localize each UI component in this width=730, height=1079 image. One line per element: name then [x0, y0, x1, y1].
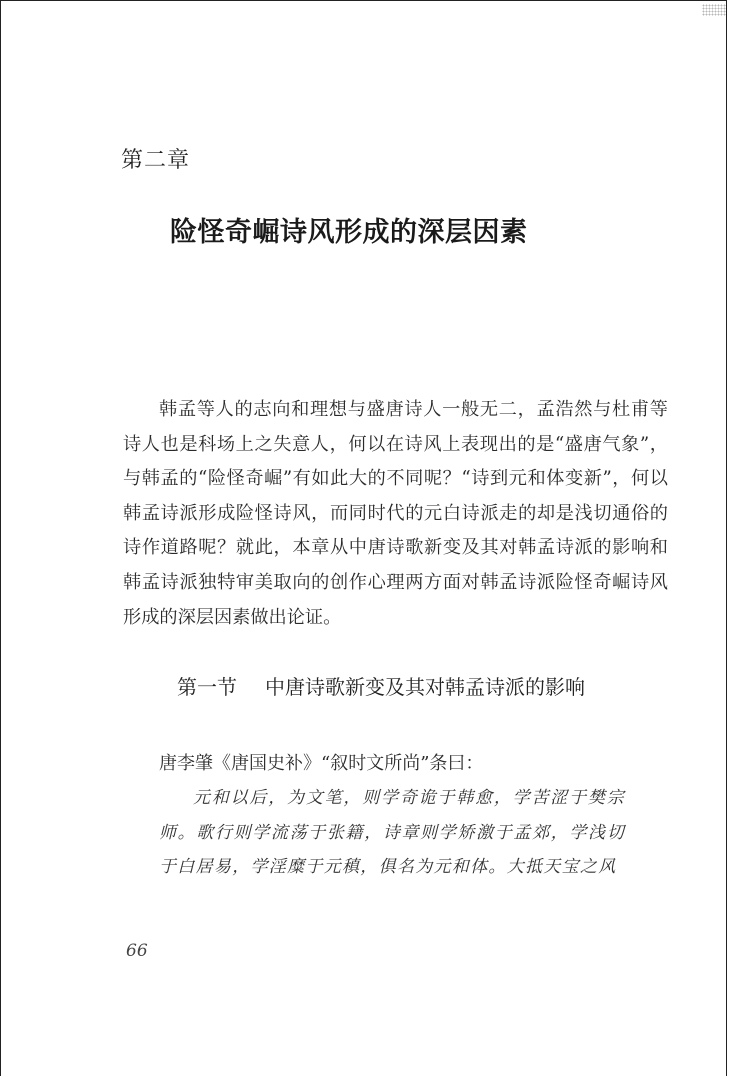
chapter-title: 险怪奇崛诗风形成的深层因素 — [170, 217, 528, 248]
section-title: 中唐诗歌新变及其对韩孟诗派的影响 — [265, 675, 585, 699]
intro-paragraph: 韩孟等人的志向和理想与盛唐诗人一般无二，孟浩然与杜甫等诗人也是科场上之失意人，何以在诗风上表现出的是“盛唐气象”，与韩孟的“险怪奇崛”有如此大的不同呢？“诗到元和体变新”，何以韩孟诗派形成险怪诗风，而同时代的元白诗派走的却是浅切通俗的诗作道路呢？就此，本章从中唐诗歌新变及其对韩孟诗派的影响和韩孟诗派独特审美取向的创作心理两方面对韩孟诗派险怪奇崛诗风形成的深层因素做出论证。 — [123, 399, 668, 628]
section-heading — [177, 671, 585, 700]
page-number: 66 — [126, 941, 148, 961]
citation-intro: 唐李肇《唐国史补》“叙时文所尚”条曰： — [159, 753, 484, 774]
section-number: 第一节 — [177, 675, 237, 699]
chapter-label: 第二章 — [121, 148, 191, 173]
corner-scan-artifact — [702, 4, 726, 16]
block-quote: 元和以后，为文笔，则学奇诡于韩愈，学苦涩于樊宗师。歌行则学流荡于张籍，诗章则学矫激于孟郊，学浅切于白居易，学淫糜于元稹，俱名为元和体。大抵天宝之风 — [159, 788, 625, 877]
